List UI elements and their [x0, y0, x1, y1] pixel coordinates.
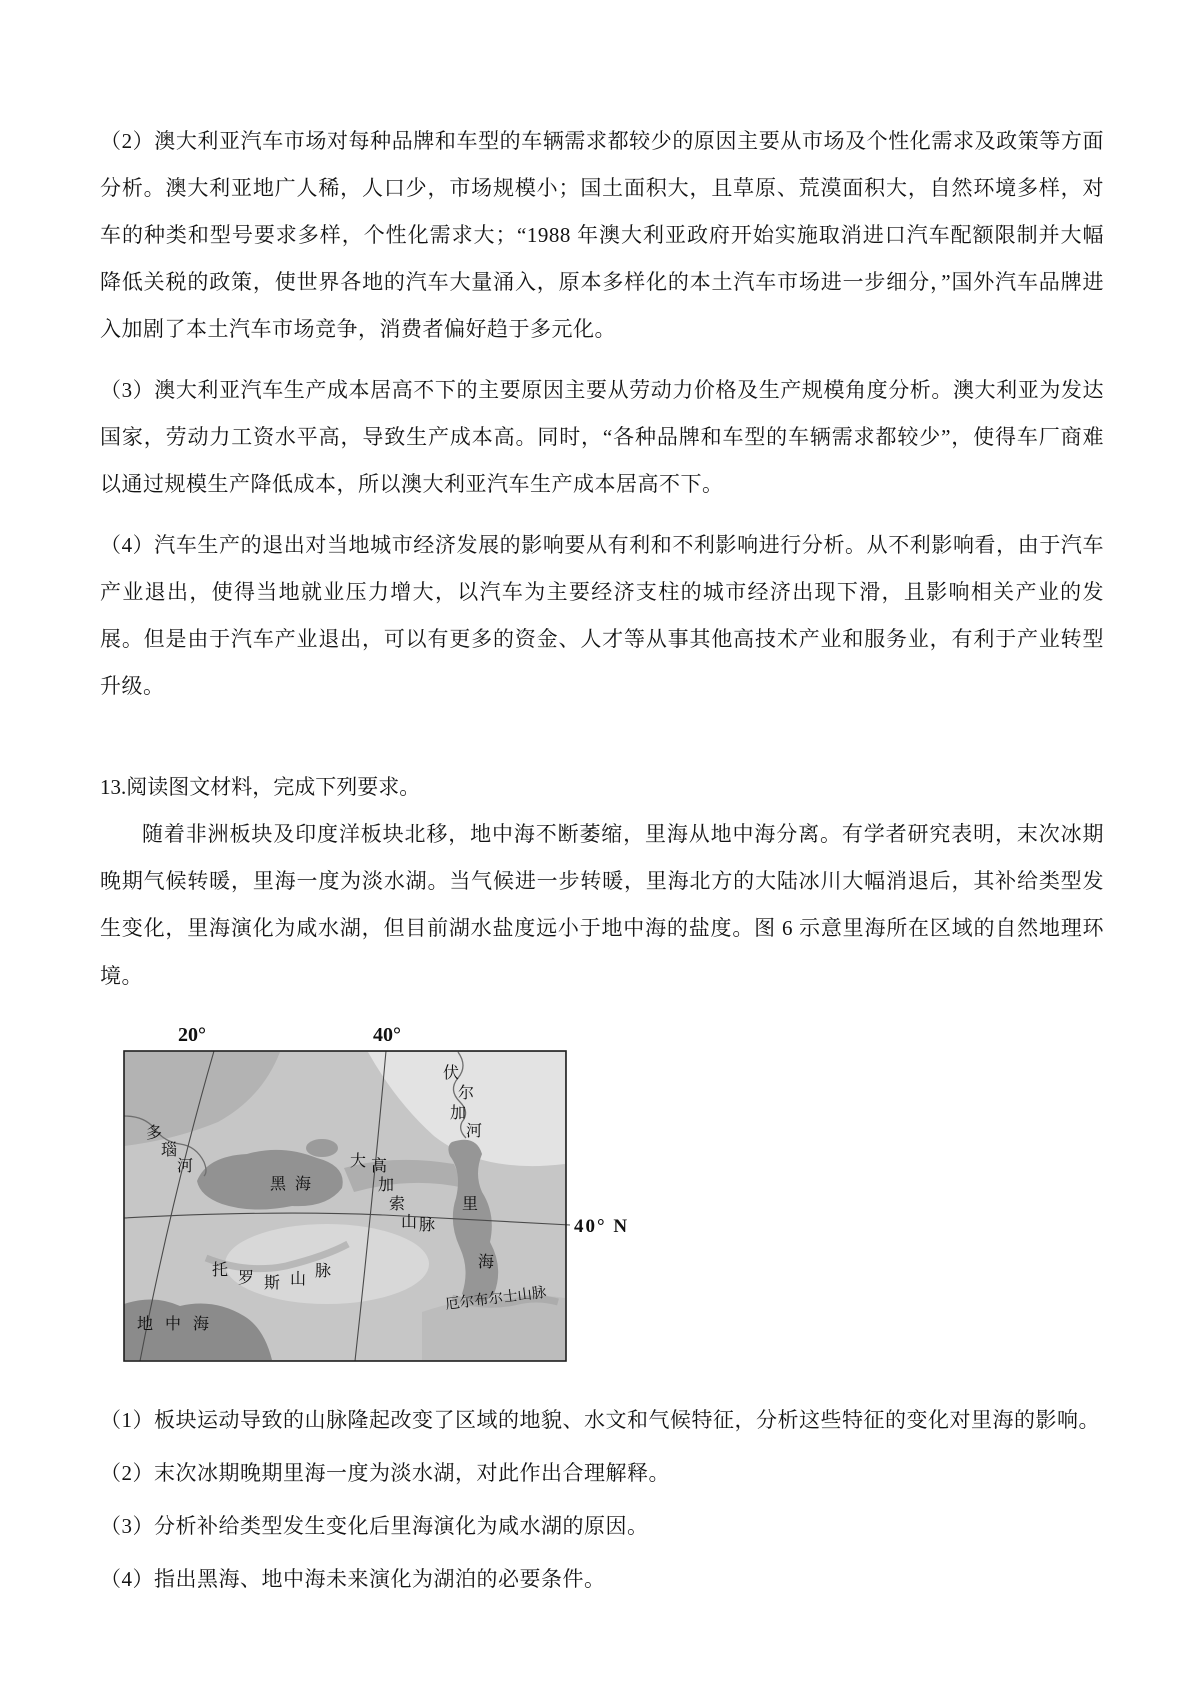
svg-text:斯: 斯 — [264, 1274, 281, 1292]
svg-text:尔: 尔 — [458, 1084, 475, 1102]
subquestion-1: （1）板块运动导致的山脉隆起改变了区域的地貌、水文和气候特征，分析这些特征的变化对里海的影响。 — [100, 1407, 1100, 1432]
svg-text:伏: 伏 — [443, 1064, 460, 1082]
longitude-40-label: 40° — [373, 1023, 401, 1046]
subquestion-2: （2）末次冰期晚期里海一度为淡水湖，对此作出合理解释。 — [100, 1460, 670, 1485]
svg-text:瑙: 瑙 — [161, 1141, 178, 1159]
figure-6-map — [122, 1016, 1104, 1376]
svg-text:海: 海 — [478, 1253, 495, 1271]
azov-sea-shape — [306, 1139, 338, 1157]
subquestion-4: （4）指出黑海、地中海未来演化为湖泊的必要条件。 — [100, 1566, 606, 1591]
svg-text:脉: 脉 — [419, 1216, 436, 1234]
svg-text:加: 加 — [378, 1176, 395, 1194]
answer-paragraph-4: （4）汽车生产的退出对当地城市经济发展的影响要从有利和不利影响进行分析。从不利影响看，由于汽车产业退出，使得当地就业压力增大，以汽车为主要经济支柱的城市经济出现下滑，且影响相关产业的发展。但是由于汽车产业退出，可以有更多的资金、人才等从事其他高技术产业和服务业，有利于产业转型升级。 — [100, 533, 1104, 699]
black-sea-label: 黑海 — [270, 1175, 321, 1193]
svg-text:山: 山 — [401, 1213, 418, 1231]
longitude-20-label: 20° — [178, 1023, 206, 1046]
subquestion-3: （3）分析补给类型发生变化后里海演化为咸水湖的原因。 — [100, 1513, 649, 1538]
answer-paragraph-3: （3）澳大利亚汽车生产成本居高不下的主要原因主要从劳动力价格及生产规模角度分析。澳大利亚为发达国家，劳动力工资水平高，导致生产成本高。同时，“各种品牌和车型的车辆需求都较少”，使得车厂商难以通过规模生产降低成本，所以澳大利亚汽车生产成本居高不下。 — [100, 378, 1104, 497]
elburz-mountains-label: 厄尔布尔士山脉 — [444, 1284, 548, 1313]
svg-text:高: 高 — [371, 1157, 388, 1175]
svg-text:罗: 罗 — [238, 1269, 255, 1287]
svg-text:脉: 脉 — [315, 1262, 332, 1280]
mediterranean-sea-label: 地中海 — [137, 1315, 222, 1333]
svg-text:大: 大 — [350, 1152, 367, 1170]
svg-text:河: 河 — [466, 1122, 483, 1140]
svg-text:山: 山 — [290, 1270, 307, 1288]
caspian-region-map — [122, 1016, 642, 1370]
question-13-heading: 13.阅读图文材料，完成下列要求。 — [100, 775, 421, 800]
latitude-40n-label: 40° N — [574, 1215, 630, 1237]
svg-text:多: 多 — [146, 1124, 163, 1142]
svg-text:河: 河 — [177, 1157, 194, 1175]
svg-text:里: 里 — [462, 1195, 479, 1213]
svg-text:托: 托 — [212, 1261, 229, 1279]
question-13-passage: 随着非洲板块及印度洋板块北移，地中海不断萎缩，里海从地中海分离。有学者研究表明，末次冰期晚期气候转暖，里海一度为淡水湖。当气候进一步转暖，里海北方的大陆冰川大幅消退后，其补给类型发生变化，里海演化为咸水湖，但目前湖水盐度远小于地中海的盐度。图 6 示意里海所在区域的自然地理环境。 — [100, 822, 1104, 988]
svg-text:索: 索 — [389, 1195, 406, 1213]
answer-paragraph-2: （2）澳大利亚汽车市场对每种品牌和车型的车辆需求都较少的原因主要从市场及个性化需求及政策等方面分析。澳大利亚地广人稀，人口少，市场规模小；国土面积大，且草原、荒漠面积大，自然环境多样，对车的种类和型号要求多样，个性化需求大；“1988 年澳大利亚政府开始实施取消进口汽车配额限制并大幅降低关税的政策，使世界各地的汽车大量涌入，原本多样化的本土汽车市场进一步细分，”国外汽车品牌进入加剧了本土汽车市场竞争，消费者偏好趋于多元化。 — [100, 129, 1104, 342]
svg-text:加: 加 — [450, 1104, 467, 1122]
